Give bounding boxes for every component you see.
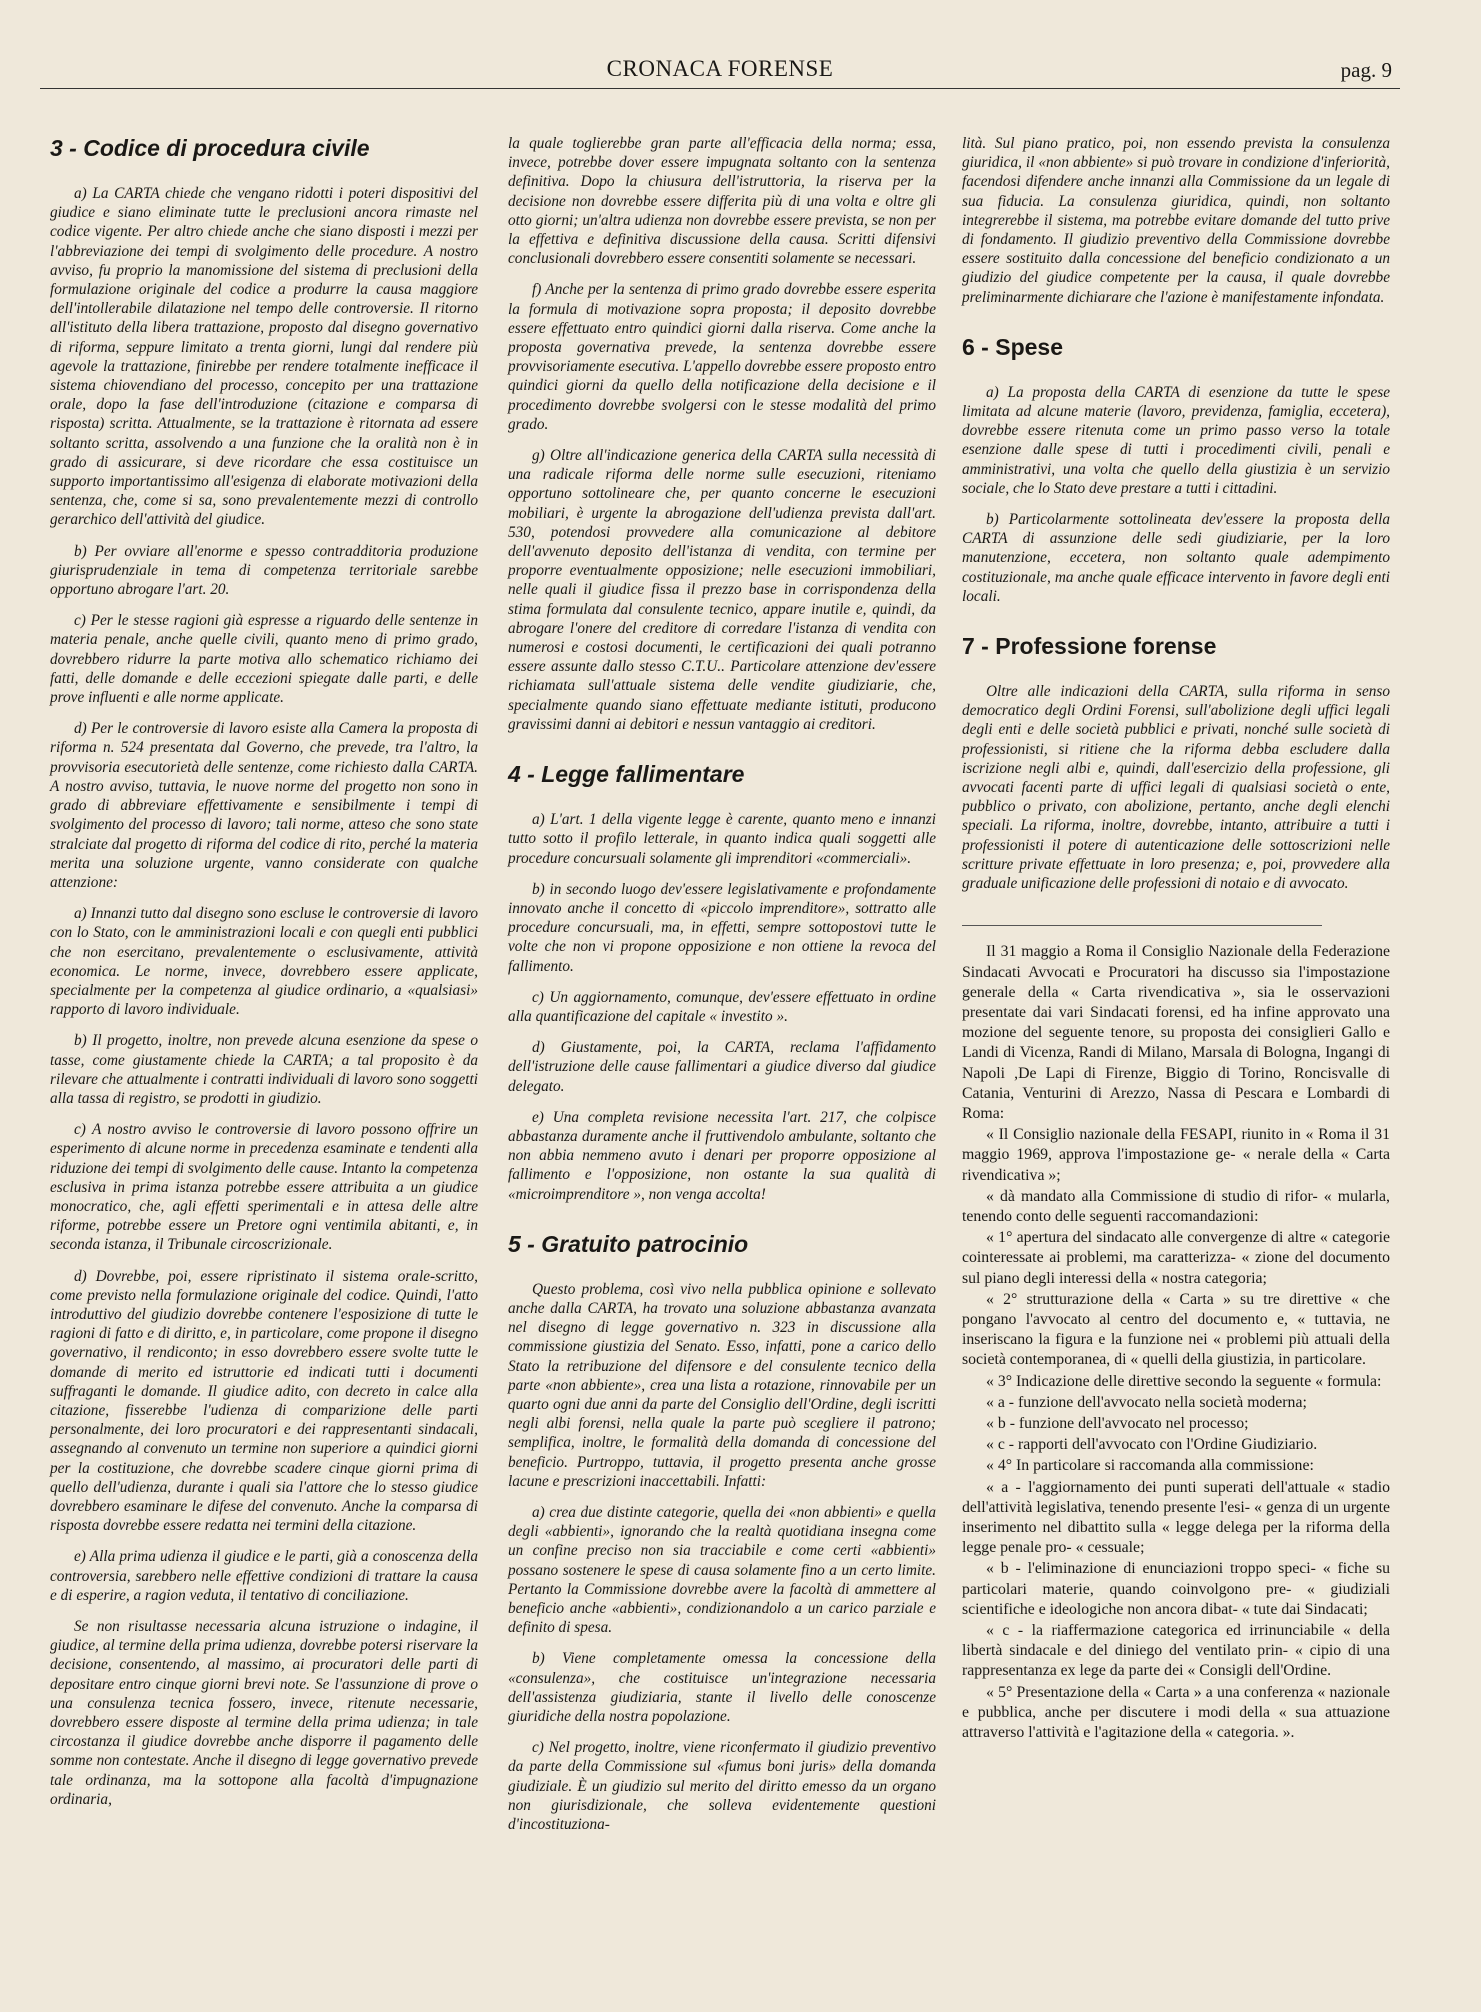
page-number: pag. 9 [1340,58,1392,82]
paragraph: b) Particolarmente sottolineata dev'essere la proposta della CARTA di assunzione delle sedi giudiziarie, per la loro manutenzione, eccetera, non soltanto quale adempimento costituzionale, ma anche quale efficace intervento in favore degli enti locali. [962,511,1390,605]
paragraph: « 2° strutturazione della « Carta » su tre direttive « che pongano l'avvocato al centro del documento e, « tuttavia, ne inseriscano la figura e la funzione nei « problemi più attuali della società contemporanea, di « quelli della giustizia, in particolare. [962,1290,1390,1369]
paragraph: a) crea due distinte categorie, quella dei «non abbienti» e quella degli «abbienti», ignorando che la realtà quotidiana insegna come un confine preciso non sia tracciabile e come certi «abbienti» possano sostenere le spese di causa solamente fino a un certo limite. Pertanto la Commissione dovrebbe avere la facoltà di ammettere al beneficio anche «abbienti», condizionandolo a un carico parziale e definito di spesa. [508,1503,936,1637]
paragraph: « 4° In particolare si raccomanda alla commissione: [986,1457,1314,1475]
paragraph: « 1° apertura del sindacato alle convergenze di altre « categorie cointeressate ai problemi, ma caratterizza- « zione del documento sul piano degli interessi della « nostra categoria; [962,1229,1390,1287]
motion-report [962,942,1390,1743]
paragraph: c) Un aggiornamento, comunque, dev'essere effettuato in ordine alla quantificazione del capitale « investito ». [508,988,936,1025]
paragraph: « 5° Presentazione della « Carta » a una conferenza « nazionale e pubblica, anche per discutere i modi della « sua attuazione attraverso l'attività e l'agitazione della « categoria. ». [962,1683,1390,1742]
paragraph: « b - funzione dell'avvocato nel processo; [986,1414,1249,1432]
paragraph: Il 31 maggio a Roma il Consiglio Nazionale della Federazione Sindacati Avvocati e Procuratori ha discusso sia l'impostazione generale della « Carta rivendicativa », sia le osservazioni presentate dai vari Sindacati forensi, ed ha infine approvato una mozione del seguente tenore, su proposta dei consiglieri Gallo e Landi di Vicenza, Randi di Milano, Marsala di Bologna, Ingangi di Napoli ,De Lapi di Firenze, Biggio di Torino, Roncisvalle di Catania, Venturini di Arezzo, Nassa di Pescara e Lombardi di Roma: [962,943,1390,1122]
paragraph: e) Alla prima udienza il giudice e le parti, già a conoscenza della controversia, sarebbero nelle effettive condizioni di trattare la causa e di esperire, a ragion veduta, il tentativo di conciliazione. [50,1548,478,1604]
paragraph: « b - l'eliminazione di enunciazioni troppo speci- « fiche su particolari materie, quando coinvolgono pre- « giudiziali scientifiche e ideologiche non ancora dibat- « tute dai Sindacati; [962,1560,1390,1618]
paragraph: « a - l'aggiornamento dei punti superati dell'attuale « stadio dell'attività legislativa, tenendo presente l'esi- « genza di un urgente inserimento nel dibattito sulla « legge delega per la riforma della legge penale pro- « cessuale; [962,1478,1390,1557]
paragraph: « c - la riaffermazione categorica ed irrinunciabile « della libertà sindacale e del diniego del ventilato prin- « cipio di una rappresentanza ex lege da parte dei « Consigli dell'Ordine. [962,1622,1390,1680]
section-heading-4: 4 - Legge fallimentare [508,761,745,788]
paragraph: f) Anche per la sentenza di primo grado dovrebbe essere esperita la formula di motivazione sopra proposta; il deposito dovrebbe essere effettuato entro quindici giorni dalla riserva. Come anche la proposta governativa prevede, la sentenza dovrebbe essere provvisoriamente esecutiva. L'appello dovrebbe essere proposto entro quindici giorni da quello della notificazione della decisione e il procedimento dovrebbe svolgersi con le stesse modalità del primo grado. [508,281,936,433]
paragraph: « a - funzione dell'avvocato nella società moderna; [986,1393,1307,1411]
paragraph: b) Viene completamente omessa la concessione della «consulenza», che costituisce un'integrazione necessaria dell'assistenza giudiziaria, stante il livello delle conoscenze giuridiche della nostra popolazione. [508,1650,936,1726]
paragraph: a) L'art. 1 della vigente legge è carente, quanto meno e innanzi tutto sotto il profilo letterale, in quanto indica quali soggetti alle procedure concursuali solamente gli imprenditori «commerciali». [508,811,936,867]
section-heading-6: 6 - Spese [962,333,1063,360]
italic-section [962,134,1390,893]
paragraph: b) Per ovviare all'enorme e spesso contradditoria produzione giurisprudenziale in tema di competenza territoriale sarebbe opportuno abrogare l'art. 20. [50,542,478,599]
publication-title: CRONACA FORENSE [606,56,834,81]
paragraph: c) Nel progetto, inoltre, viene riconfermato il giudizio preventivo da parte della Commissione sul «fumus boni juris» della domanda giudiziale. È un giudizio sul merito del diritto emesso da un organo non giurisdizionale, che solleva evidentemente questioni d'incostituziona- [508,1739,936,1834]
paragraph: « dà mandato alla Commissione di studio di rifor- « mularla, tenendo conto delle seguenti raccomandazioni: [962,1187,1390,1225]
page-header [40,52,1400,89]
paragraph: a) La CARTA chiede che vengano ridotti i poteri dispositivi del giudice e siano eliminate tutte le preclusioni ancora rimaste nel codice vigente. Per altro chiede anche che siano disposti i mezzi per l'abbreviazione dei tempi di svolgimento delle procedure. A nostro avviso, fu proprio la manomissione del sistema di preclusioni della formulazione originale del codice a produrre la causa maggiore dell'intollerabile dilatazione nel tempo delle controversie. Il ritorno all'istituto della libera trattazione, proposto dal disegno governativo di riforma, seppure limitato a trenta giorni, lungi dal rendere più agevole la trattazione, finirebbe per rendere totalmente inefficace il sistema chiovendiano del processo, concepito per una trattazione orale, dopo la fase dell'introduzione (citazione e comparsa di risposta) scritta. Attualmente, se la trattazione è ritornata ad essere soltanto scritta, assolvendo a una funzione che la oralità non è in grado di assicurare, si deve ricordare che essa costituisce un supporto importantissimo all'esigenza di elaborate motivazioni della sentenza, che, come si sa, sono prevalentemente mezzi di controllo gerarchico dell'attività del giudice. [50,185,478,529]
paragraph: Oltre alle indicazioni della CARTA, sulla riforma in senso democratico degli Ordini Forensi, sull'abolizione degli uffici legali degli enti e delle società pubblici e privati, nonché sulle società di professionisti, si ritiene che la riforma debba escludere dalla iscrizione negli albi e, quindi, dall'esercizio della professione, gli avvocati facenti parte di uffici legali di qualsiasi società o ente, pubblico o privato, con abolizione, pertanto, anche degli elenchi speciali. La riforma, inoltre, dovrebbe, intanto, attribuire a tutti i professionisti il potere di autenticazione delle sottoscrizioni nelle scritture private effettuate in loro presenza; e, poi, provvedere alla graduale unificazione delle professioni di notaio e di avvocato. [962,683,1390,893]
paragraph: Se non risultasse necessaria alcuna istruzione o indagine, il giudice, al termine della prima udienza, dovrebbe potersi riservare la decisione, consentendo, al massimo, ai procuratori delle parti di depositare entro cinque giorni brevi note. Se l'assunzione di prove o una consulenza tecnica fossero, invece, ritenute necessarie, dovrebbero essere disposte al termine della prima udienza; in tale circostanza il giudice dovrebbe anche disporre il pagamento delle somme non contestate. Anche il disegno di legge governativo prevede tale ordinanza, ma la sottopone alla facoltà d'impugnazione ordinaria, [50,1618,478,1808]
paragraph: lità. Sul piano pratico, poi, non essendo prevista la consulenza giuridica, il «non abbiente» si può trovare in condizione d'inferiorità, facendosi difendere anche innanzi alla Commissione da un legale di sua fiducia. La consulenza giuridica, quindi, non soltanto integrerebbe il sistema, ma potrebbe evitare domande del tutto prive di fondamento. Il giudizio preventivo della Commissione dovrebbe essere sostituito dalla concessione del beneficio condizionato a un giudizio del giudice competente per la causa, il quale dovrebbe preliminarmente dichiarare che l'azione è manifestamente infondata. [962,135,1390,306]
paragraph: e) Una completa revisione necessita l'art. 217, che colpisce abbastanza duramente anche il fruttivendolo ambulante, soltanto che non abbia nemmeno avuto i denari per proporre opposizione al fallimento e l'opposizione, non ostante la sua qualità di «microimprenditore », non venga accolta! [508,1108,936,1203]
section-heading-7: 7 - Professione forense [962,633,1217,660]
divider [962,925,1322,926]
column-1 [50,134,478,1821]
section-heading-5: 5 - Gratuito patrocinio [508,1230,749,1257]
paragraph: b) Il progetto, inoltre, non prevede alcuna esenzione da spese o tasse, come giustamente chiede la CARTA; a tal proposito è da rilevare che attualmente i contratti individuali di lavoro sono soggetti alla tassa di registro, se prodotti in giudizio. [50,1032,478,1107]
paragraph: a) Innanzi tutto dal disegno sono escluse le controversie di lavoro con lo Stato, con le amministrazioni locali e con quegli enti pubblici che non esercitano, prevalentemente o esclusivamente, attività economica. Le norme, invece, dovrebbero essere applicate, specialmente per la competenza al giudice ordinario, a «qualsiasi» rapporto di lavoro individuale. [50,905,478,1019]
section-heading-3: 3 - Codice di procedura civile [50,135,370,161]
paragraph: d) Per le controversie di lavoro esiste alla Camera la proposta di riforma n. 524 presentata dal Governo, che prevede, tra l'altro, la provvisoria esecutorietà delle sentenze, come richiesto dalla CARTA. A nostro avviso, tuttavia, le nuove norme del progetto non sono in grado di abbreviare effettivamente e sensibilmente i tempi di svolgimento del processo di lavoro; tali norme, atteso che sono state stralciate dal progetto di riforma del codice di rito, perché la materia merita una soluzione urgente, vanno considerate con qualche attenzione: [50,720,478,891]
paragraph: b) in secondo luogo dev'essere legislativamente e profondamente innovato anche il concetto di «piccolo imprenditore», sottratto alle procedure concursuali, ma, in effetti, sempre sottopostovi tutte le volte che non vi propone opposizione e non ottiene la revoca del fallimento. [508,880,936,975]
paragraph: d) Dovrebbe, poi, essere ripristinato il sistema orale-scritto, come previsto nella formulazione originale del codice. Quindi, l'atto introduttivo del giudizio dovrebbe contenere l'esposizione di tutte le ragioni di fatto e di diritto, e, in particolare, come propone il disegno governativo, il rendiconto; in esso dovrebbero essere svolte tutte le domande di merito ed istruttorie ed indicati tutti i documenti suffraganti le domande. Il giudice adito, con decreto in calce alla citazione, fisserebbe l'udienza di comparizione delle parti personalmente, dei loro procuratori e dei rappresentanti sindacali, assegnando al convenuto un termine non superiore a quindici giorni per la costituzione, che dovrebbe scadere cinque giorni prima di quello dell'udienza, durante i quali sia l'attore che lo stesso giudice dovrebbero esaminare le difese del convenuto. Anche la comparsa di risposta dovrebbe essere redatta nei termini della citazione. [50,1267,478,1535]
paragraph: a) La proposta della CARTA di esenzione da tutte le spese limitata ad alcune materie (lavoro, previdenza, famiglia, eccetera), dovrebbe essere ritenuta come un primo passo verso la totale esenzione dalle spese di tutti i procedimenti civili, penali e amministrativi, una volta che quello della giustizia è un servizio sociale, che lo Stato deve prestare a tutti i cittadini. [962,383,1390,497]
paragraph: g) Oltre all'indicazione generica della CARTA sulla necessità di una radicale riforma delle norme sulle esecuzioni, riteniamo opportuno sottolineare che, per quanto concerne le esecuzioni mobiliari, è urgente la abrogazione dell'udienza prevista dall'art. 530, potendosi provvedere alla comunicazione al debitore dell'avvenuto deposito dell'istanza di vendita, con termine per proporre eventualmente opposizione; nelle esecuzioni immobiliari, nelle quali il giudice fissa il prezzo base in corrispondenza della stima formulata dal consulente tecnico, appare inutile e, quindi, da abrogare l'onere del creditore di corredare l'istanza di vendita con numerosi e costosi documenti, le certificazioni dei quali potranno essere assunte dallo stesso C.T.U.. Particolare attenzione dev'essere richiamata sull'attuale sistema delle vendite giudiziarie, che, specialmente quando siano effettuate mediante istituti, producono gravissimi danni ai debitori e nessun vantaggio ai creditori. [508,447,936,733]
paragraph: « c - rapporti dell'avvocato con l'Ordine Giudiziario. [986,1436,1318,1454]
paragraph: Questo problema, così vivo nella pubblica opinione e sollevato anche dalla CARTA, ha trovato una soluzione abbastanza avanzata nel disegno di legge governativo n. 323 in discussione alla commissione giustizia del Senato. Esso, infatti, pone a carico dello Stato la retribuzione del difensore e del consulente tecnico della parte «non abbiente», crea una lista a rotazione, rinnovabile per un quarto ogni due anni da parte del Consiglio dell'Ordine, degli iscritti negli albi forensi, nella quale la parte può scegliere il patrono; semplifica, inoltre, le formalità della domanda di concessione del beneficio. Purtroppo, tuttavia, il progetto presenta anche grosse lacune e prescrizioni inaccettabili. Infatti: [508,1280,936,1490]
paragraph: « 3° Indicazione delle direttive secondo la seguente « formula: [986,1372,1382,1390]
paragraph: d) Giustamente, poi, la CARTA, reclama l'affidamento dell'istruzione delle cause fallimentari a giudice diverso dal giudice delegato. [508,1039,936,1095]
paragraph: la quale toglierebbe gran parte all'efficacia della norma; essa, invece, potrebbe dover essere impugnata soltanto con la sentenza definitiva. Dopo la chiusura dell'istruttoria, la riserva per la decisione non dovrebbe essere differita più di una volta e oltre gli otto giorni; un'altra udienza non dovrebbe essere prevista, se non per la effettiva e definitiva discussione della causa. Scritti difensivi conclusionali dovrebbero essere consentiti solamente se necessari. [508,135,936,268]
paragraph: c) Per le stesse ragioni già espresse a riguardo delle sentenze in materia penale, anche quelle civili, quanto meno di primo grado, dovrebbero ridurre la parte motiva allo schematico richiamo dei fatti, delle domande e delle eccezioni spiegate dalle parti, e delle prove influenti e alle norme applicate. [50,612,478,707]
column-2 [508,134,936,1846]
column-3 [962,134,1390,1744]
paragraph: c) A nostro avviso le controversie di lavoro possono offrire un esperimento di alcune norme in precedenza esaminate e tendenti alla riduzione dei tempi di svolgimento delle cause. Intanto la competenza esclusiva in prima istanza potrebbe essere attribuita a un giudice monocratico, che, agli effetti sperimentali e in attesa delle altre riforme, potrebbe essere un Pretore ogni ventimila abitanti, e, in seconda istanza, il Tribunale circoscrizionale. [50,1121,478,1254]
paragraph: « Il Consiglio nazionale della FESAPI, riunito in « Roma il 31 maggio 1969, approva l'impostazione ge- « nerale della « Carta rivendicativa »; [962,1126,1390,1184]
